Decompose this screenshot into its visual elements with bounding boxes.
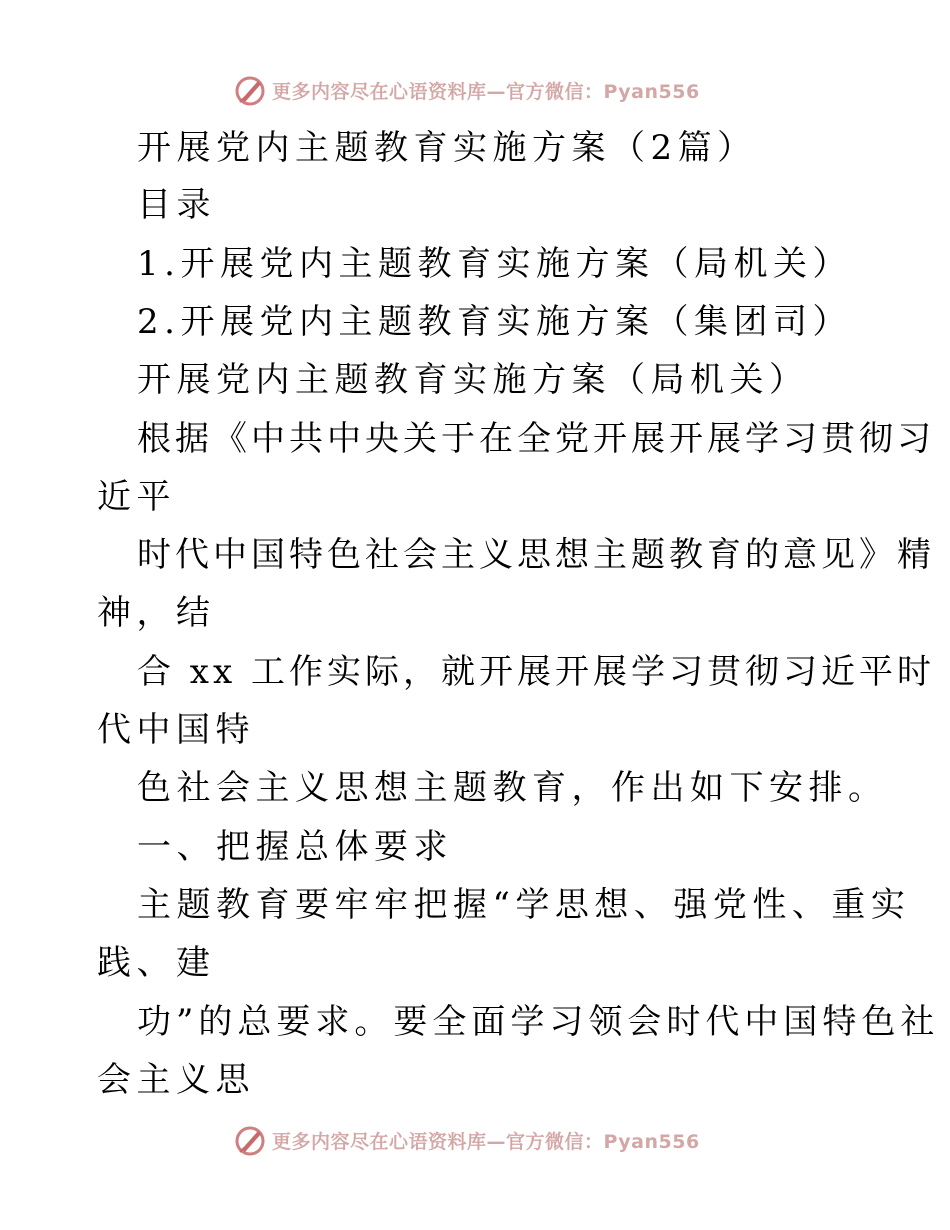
header-watermark (232, 72, 700, 108)
paragraph-line: 主题教育要牢牢把握“学思想、强党性、重实 (137, 885, 911, 925)
paragraph-line: 时代中国特色社会主义思想主题教育的意见》精 (137, 535, 935, 575)
paragraph-line: 近平 (97, 477, 176, 517)
toc-heading: 目录 (137, 185, 216, 225)
section-heading: 一、把握总体要求 (137, 827, 453, 867)
section-title: 开展党内主题教育实施方案（局机关） (137, 360, 809, 400)
paragraph-line: 会主义思 (97, 1060, 255, 1100)
quill-seal-icon (232, 1122, 268, 1158)
watermark-text: 更多内容尽在心语资料库—官方微信：Pyan556 (272, 80, 700, 103)
paragraph-line: 践、建 (97, 943, 216, 983)
footer-watermark (232, 1122, 700, 1158)
paragraph-line: 神，结 (97, 593, 216, 633)
toc-item-2: 2.开展党内主题教育实施方案（集团司） (137, 302, 852, 342)
watermark-text: 更多内容尽在心语资料库—官方微信：Pyan556 (272, 1130, 700, 1153)
toc-item-1: 1.开展党内主题教育实施方案（局机关） (137, 244, 852, 284)
paragraph-line: 代中国特 (97, 710, 255, 750)
document-title: 开展党内主题教育实施方案（2篇） (137, 128, 757, 168)
paragraph-line: 合 xx 工作实际，就开展开展学习贯彻习近平时 (137, 652, 935, 692)
paragraph-line: 功”的总要求。要全面学习领会时代中国特色社 (137, 1002, 940, 1042)
paragraph-line: 色社会主义思想主题教育，作出如下安排。 (137, 768, 888, 808)
paragraph-line: 根据《中共中央关于在全党开展开展学习贯彻习 (137, 419, 935, 459)
quill-seal-icon (232, 72, 268, 108)
